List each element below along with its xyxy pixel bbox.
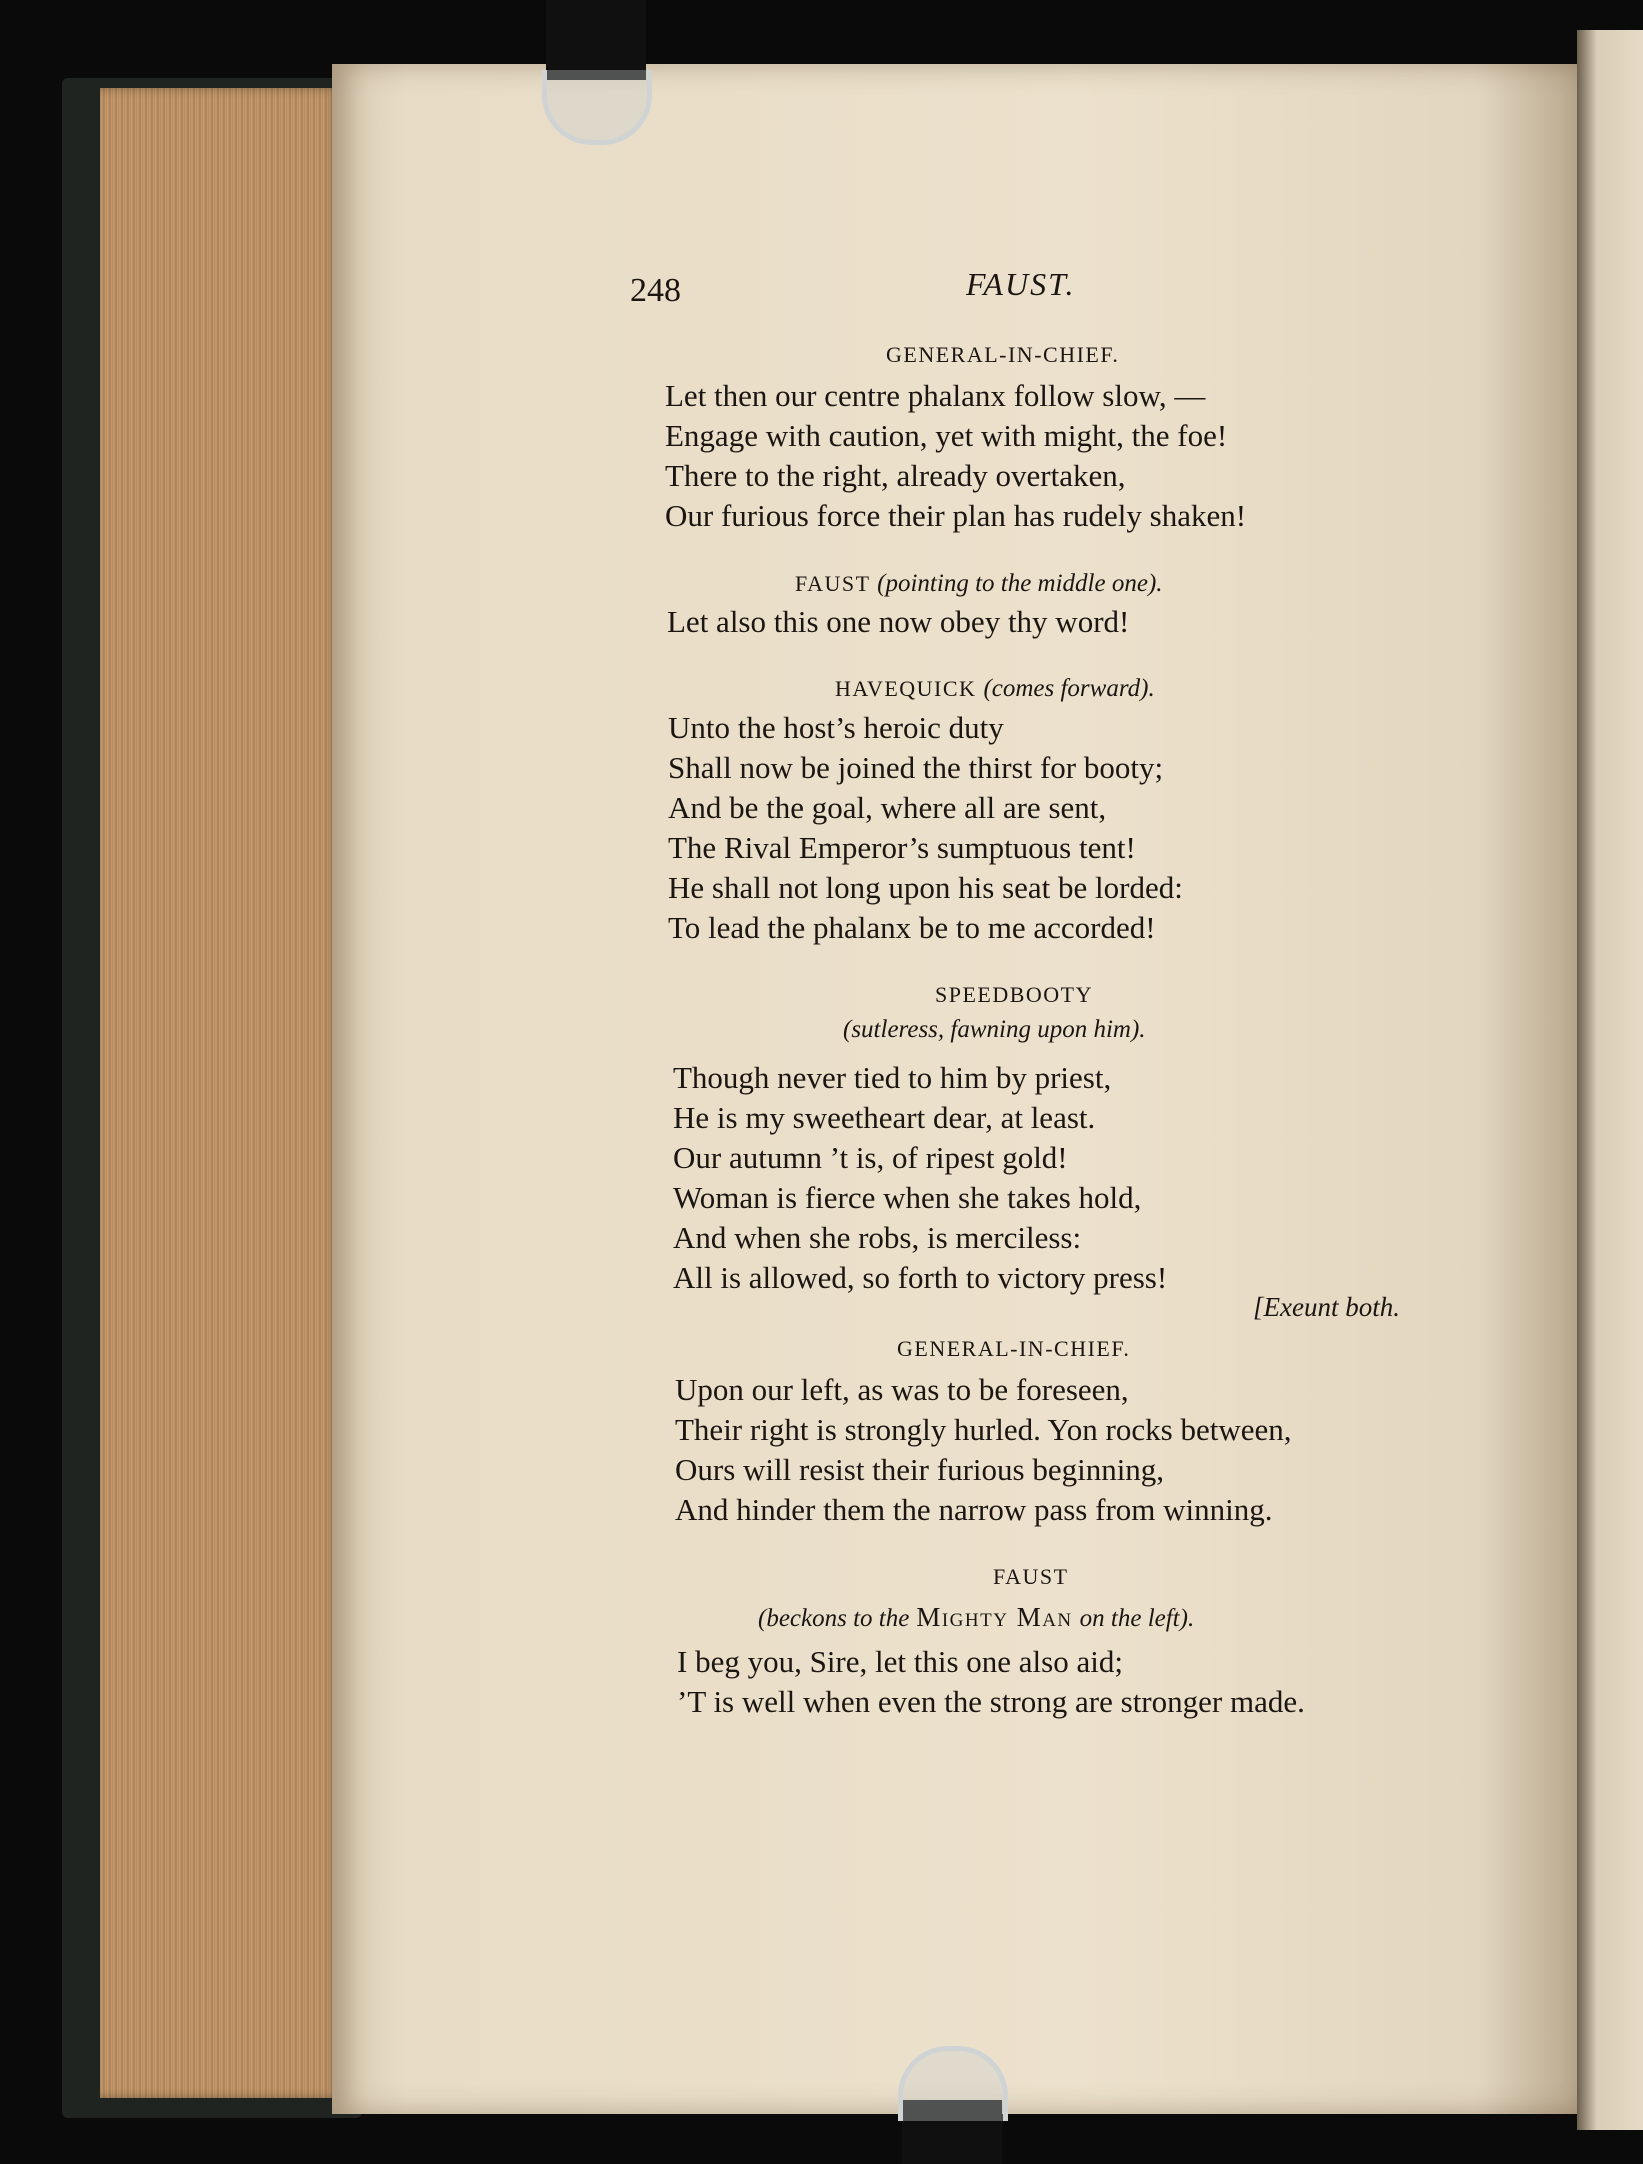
- page-edges: [100, 88, 340, 2098]
- verse-line: And be the goal, where all are sent,: [668, 790, 1107, 825]
- stage-direction: (beckons to the: [758, 1605, 910, 1632]
- character-name: Mighty Man: [916, 1602, 1073, 1632]
- verse-line: Our furious force their plan has rudely shaken!: [665, 498, 1247, 533]
- verse-line: All is allowed, so forth to victory press!: [673, 1260, 1168, 1295]
- verse-line: He shall not long upon his seat be lorded:: [668, 870, 1183, 905]
- verse-line: Upon our left, as was to be foreseen,: [675, 1372, 1129, 1407]
- verse-line: The Rival Emperor’s sumptuous tent!: [668, 830, 1136, 865]
- speaker-name: FAUST: [795, 571, 871, 596]
- stage-direction-line: [758, 1602, 1194, 1633]
- facing-page: [1577, 30, 1643, 2130]
- verse-line: To lead the phalanx be to me accorded!: [668, 910, 1156, 945]
- verse-line: Ours will resist their furious beginning,: [675, 1452, 1165, 1487]
- verse-line: And when she robs, is merciless:: [673, 1220, 1082, 1255]
- speaker-heading: [795, 570, 1163, 598]
- verse-line: Shall now be joined the thirst for booty;: [668, 750, 1164, 785]
- verse-line: There to the right, already overtaken,: [665, 458, 1126, 493]
- top-clip-strap: [546, 0, 646, 80]
- verse-line: And hinder them the narrow pass from winning.: [675, 1492, 1273, 1527]
- speaker-name: HAVEQUICK: [835, 676, 977, 701]
- speaker-heading: SPEEDBOOTY: [935, 982, 1094, 1007]
- verse-line: Let then our centre phalanx follow slow, —: [665, 378, 1206, 413]
- verse-line: Let also this one now obey thy word!: [667, 604, 1130, 639]
- exit-direction: [Exeunt both.: [1253, 1292, 1400, 1322]
- stage-direction: (pointing to the middle one).: [877, 570, 1163, 597]
- verse-line: Unto the host’s heroic duty: [668, 710, 1004, 745]
- verse-line: Woman is fierce when she takes hold,: [673, 1180, 1142, 1215]
- verse-line: ’T is well when even the strong are stronger made.: [677, 1684, 1305, 1719]
- speaker-heading: GENERAL-IN-CHIEF.: [886, 342, 1120, 367]
- verse-line: I beg you, Sire, let this one also aid;: [677, 1644, 1123, 1679]
- stage-direction: (sutleress, fawning upon him).: [843, 1016, 1146, 1043]
- speaker-heading: GENERAL-IN-CHIEF.: [897, 1336, 1131, 1361]
- verse-line: Though never tied to him by priest,: [673, 1060, 1112, 1095]
- running-title: FAUST.: [966, 266, 1076, 302]
- verse-line: Their right is strongly hurled. Yon rocks between,: [675, 1412, 1292, 1447]
- verse-line: He is my sweetheart dear, at least.: [673, 1100, 1096, 1135]
- stage-direction: on the left).: [1079, 1605, 1195, 1632]
- verse-line: Engage with caution, yet with might, the foe!: [665, 418, 1228, 453]
- stage-direction: (comes forward).: [983, 675, 1155, 702]
- speaker-heading: [835, 675, 1155, 703]
- stage-direction-line: [843, 1016, 1146, 1044]
- speaker-heading: FAUST: [993, 1564, 1069, 1589]
- page-number: 248: [630, 272, 681, 309]
- verse-line: Our autumn ’t is, of ripest gold!: [673, 1140, 1068, 1175]
